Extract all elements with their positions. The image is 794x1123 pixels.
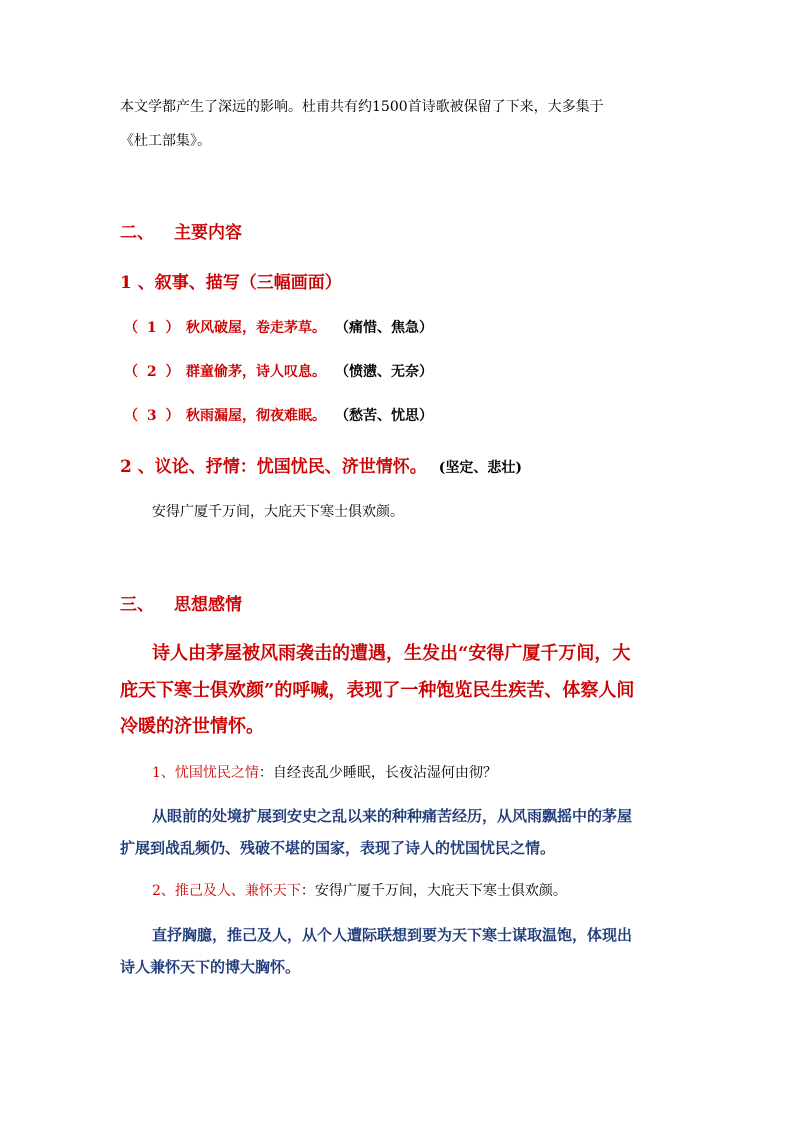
- point-2-title: 2 、议论、抒情：忧国忧民、济世情怀。: [120, 457, 427, 477]
- poem-quote: 安得广厦千万间，大庇天下寒士俱欢颜。: [152, 504, 404, 520]
- section-2-number: 二、: [120, 223, 154, 243]
- item-text: 秋雨漏屋，彻夜难眠。: [186, 408, 326, 424]
- item-index: （ 1 ）: [124, 320, 182, 336]
- sub-point-2-explain-1: 直抒胸臆，推己及人，从个人遭际联想到要为天下寒士谋取温饱，体现出: [152, 926, 633, 944]
- section-2-heading: [120, 218, 242, 243]
- item-note: （愁苦、忧思）: [342, 408, 433, 424]
- summary-line-1: 诗人由茅屋被风雨袭击的遭遇，生发出“安得广厦千万间，大: [152, 643, 631, 664]
- sub-point-1-explain-1: 从眼前的处境扩展到安史之乱以来的种种痛苦经历，从风雨飘摇中的茅屋: [152, 807, 633, 825]
- item-index: （ 3 ）: [124, 408, 182, 424]
- point-2-note: (坚定、悲壮): [438, 460, 522, 476]
- item-note: （痛惜、焦急）: [342, 320, 433, 336]
- list-item: [124, 317, 433, 337]
- item-note: （愤懑、无奈）: [342, 364, 433, 380]
- point-1-heading: 1 、叙事、描写（三幅画面）: [120, 273, 342, 293]
- intro-line-2: 《杜工部集》。: [120, 133, 211, 149]
- list-item: [124, 405, 433, 425]
- intro-line-1: 本文学都产生了深远的影响。杜甫共有约1500首诗歌被保留了下来，大多集于: [120, 99, 604, 115]
- section-3-number: 三、: [120, 595, 154, 615]
- summary-line-2: 庇天下寒士俱欢颜”的呼喊，表现了一种饱览民生疾苦、体察人间: [120, 680, 635, 701]
- section-3-title: 思想感情: [174, 595, 242, 615]
- sub-point-1-label: 1、忧国忧民之情: [152, 765, 259, 781]
- sub-point-2-text: ：安得广厦千万间，大庇天下寒士俱欢颜。: [300, 883, 567, 899]
- sub-point-2: [152, 880, 567, 900]
- section-2-title: 主要内容: [174, 223, 242, 243]
- item-index: （ 2 ）: [124, 364, 182, 380]
- sub-point-1: [152, 762, 497, 782]
- section-3-heading: [120, 590, 242, 615]
- sub-point-2-explain-2: 诗人兼怀天下的博大胸怀。: [120, 958, 301, 976]
- summary-line-3: 冷暖的济世情怀。: [120, 716, 264, 737]
- sub-point-1-text: ：自经丧乱少睡眠，长夜沾湿何由彻？: [258, 765, 497, 781]
- sub-point-1-explain-2: 扩展到战乱频仍、残破不堪的国家，表现了诗人的忧国忧民之情。: [120, 839, 556, 857]
- sub-point-2-label: 2、推己及人、兼怀天下: [152, 883, 301, 899]
- point-2-heading: [120, 452, 522, 477]
- item-text: 群童偷茅，诗人叹息。: [186, 364, 326, 380]
- item-text: 秋风破屋，卷走茅草。: [186, 320, 326, 336]
- list-item: [124, 361, 433, 381]
